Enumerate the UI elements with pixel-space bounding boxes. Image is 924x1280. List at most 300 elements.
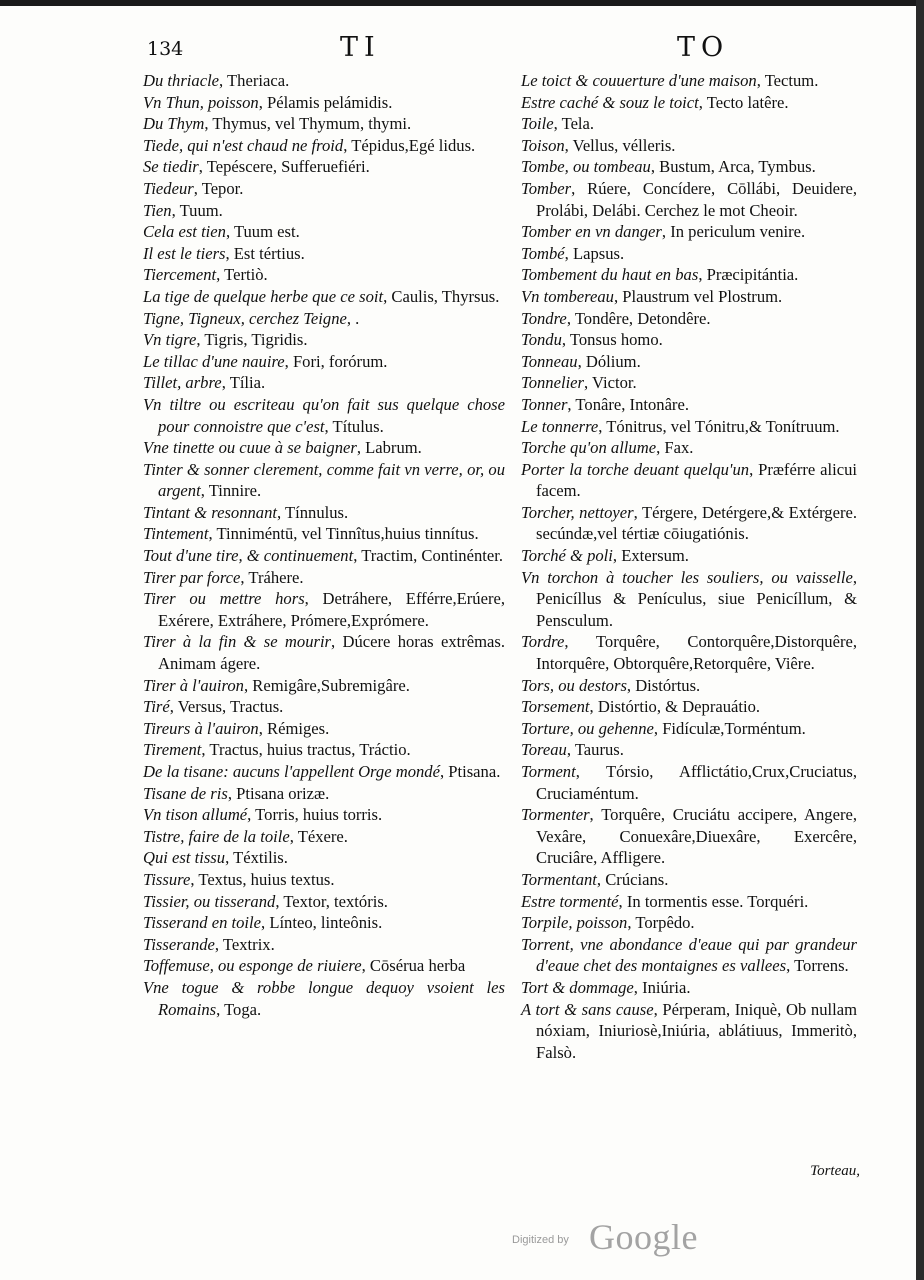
dictionary-entry bbox=[143, 92, 505, 114]
entry-translation: Cōsérua herba bbox=[369, 956, 466, 976]
dictionary-entry bbox=[143, 221, 505, 243]
dictionary-entry bbox=[521, 70, 857, 92]
page-header bbox=[0, 32, 924, 68]
entry-separator: , bbox=[243, 675, 253, 695]
entry-translation: Tinniméntū, vel Tinnîtus,huius tinnítus. bbox=[216, 524, 479, 544]
dictionary-entry bbox=[521, 372, 857, 394]
dictionary-entry bbox=[143, 156, 505, 178]
entry-headword: Tirer par force bbox=[143, 567, 241, 587]
entry-translation: Iniúria. bbox=[642, 977, 691, 997]
dictionary-entry bbox=[143, 264, 505, 286]
entry-headword: Vne tinette ou cuue à se baigner bbox=[143, 438, 357, 458]
entry-headword: Torpile, poisson bbox=[521, 913, 628, 933]
dictionary-entry bbox=[143, 696, 505, 718]
entry-headword: Toile bbox=[521, 114, 554, 134]
entry-translation: Fori, forórum. bbox=[292, 351, 388, 371]
entry-headword: Estre tormenté bbox=[521, 891, 619, 911]
dictionary-entry bbox=[521, 891, 857, 913]
dictionary-entry bbox=[521, 934, 857, 977]
entry-headword: Tomber en vn danger bbox=[521, 222, 662, 242]
entry-separator: , bbox=[201, 740, 210, 760]
entry-separator: , bbox=[196, 330, 205, 350]
entry-separator: , bbox=[361, 956, 370, 976]
entry-translation: Textrix. bbox=[222, 934, 275, 954]
entry-separator: , bbox=[698, 265, 707, 285]
entry-translation: Theriaca. bbox=[227, 71, 290, 90]
entry-headword: Tors, ou destors bbox=[521, 675, 627, 695]
entry-separator: , bbox=[584, 373, 593, 393]
entry-headword: Du Thym bbox=[143, 114, 205, 134]
entry-translation: Caulis, Thyrsus. bbox=[391, 286, 500, 306]
entry-headword: Tirer à la fin & se mourir bbox=[143, 632, 332, 652]
entry-separator: , bbox=[598, 416, 607, 436]
entry-separator: , bbox=[240, 567, 249, 587]
dictionary-entry bbox=[521, 999, 857, 1064]
dictionary-entry bbox=[143, 351, 505, 373]
dictionary-entry bbox=[143, 912, 505, 934]
entry-separator: , bbox=[258, 718, 268, 738]
entry-headword: Tintant & resonnant bbox=[143, 502, 277, 522]
entry-headword: Le toict & couuerture d'une maison bbox=[521, 71, 757, 90]
entry-separator: , bbox=[343, 135, 352, 155]
entry-headword: Torcher, nettoyer bbox=[521, 502, 634, 522]
entry-separator: , bbox=[221, 373, 230, 393]
entry-translation: Lapsus. bbox=[572, 243, 625, 263]
dictionary-entry bbox=[521, 761, 857, 804]
entry-separator: , bbox=[633, 977, 643, 997]
entry-translation: Ptisana. bbox=[448, 762, 501, 781]
entry-separator: , bbox=[193, 178, 202, 198]
entry-translation: Tectum. bbox=[764, 71, 819, 90]
dictionary-entry bbox=[143, 70, 505, 92]
entry-headword: Tiré bbox=[143, 697, 170, 717]
entry-headword: Le tillac d'une nauire bbox=[143, 351, 285, 371]
entry-separator: , bbox=[258, 92, 268, 112]
entry-headword: Se tiedir bbox=[143, 157, 199, 177]
entry-translation: Fax. bbox=[664, 438, 694, 458]
entry-separator: , bbox=[227, 783, 237, 803]
entry-separator: , bbox=[275, 891, 284, 911]
entry-separator: , bbox=[749, 459, 759, 479]
entry-headword: Le tonnerre bbox=[521, 416, 599, 436]
entry-translation: Thymus, vel Thymum, thymi. bbox=[212, 114, 412, 134]
right-column bbox=[521, 70, 857, 1063]
watermark-small-text: Digitized by bbox=[512, 1234, 569, 1246]
dictionary-entry bbox=[143, 567, 505, 589]
entry-headword: Vn Thun, poisson bbox=[143, 92, 259, 112]
entry-headword: Tien bbox=[143, 200, 172, 220]
entry-translation: Rúere, Concídere, Cōllábi, Deuidere, Prolábi, Delábi. Cerchez le mot Cheoir. bbox=[536, 178, 857, 220]
entry-headword: Tisserande bbox=[143, 934, 215, 954]
dictionary-entry bbox=[521, 545, 857, 567]
entry-headword: Toison bbox=[521, 135, 565, 155]
dictionary-entry bbox=[521, 502, 857, 545]
entry-separator: , bbox=[626, 675, 636, 695]
entry-separator: , bbox=[261, 913, 270, 933]
entry-headword: Tort & dommage bbox=[521, 977, 634, 997]
running-head-left: TI bbox=[340, 32, 381, 63]
dictionary-entry bbox=[521, 416, 857, 438]
dictionary-entry bbox=[521, 156, 857, 178]
entry-separator: , bbox=[214, 934, 223, 954]
dictionary-entry bbox=[521, 178, 857, 221]
entry-translation: Tráhere. bbox=[248, 567, 304, 587]
entry-headword: Tinter & sonner clerement, comme fait vn verre, or, ou argent bbox=[143, 459, 505, 501]
entry-translation: Torquêre, Cruciátu accipere, Angere, Vexâre, Conuexâre,Diuexâre, Exercêre, Cruciâre, Affligere. bbox=[536, 805, 858, 868]
dictionary-entry bbox=[143, 891, 505, 913]
entry-separator: , bbox=[200, 481, 209, 501]
entry-headword: Toreau bbox=[521, 740, 567, 760]
entry-translation: Térgere, Detérgere,& Extérgere. secúndæ,vel tértiæ cōiugatiónis. bbox=[536, 502, 857, 544]
dictionary-entry bbox=[521, 135, 857, 157]
entry-translation: Remigâre,Subremigâre. bbox=[252, 675, 410, 695]
entry-separator: , bbox=[219, 71, 228, 90]
entry-translation: Præférre alicui facem. bbox=[536, 459, 857, 501]
entry-translation: Distórtus. bbox=[635, 675, 701, 695]
dictionary-entry bbox=[143, 329, 505, 351]
entry-translation: Rémiges. bbox=[267, 718, 330, 738]
entry-headword: Vn tigre bbox=[143, 330, 197, 350]
dictionary-entry bbox=[143, 459, 505, 502]
entry-translation: Tórsio, Afflictátio,Crux,Cruciatus, Cruciaméntum. bbox=[536, 762, 857, 803]
entry-translation: Distórtio, & Deprauátio. bbox=[597, 697, 761, 717]
dictionary-entry bbox=[521, 912, 857, 934]
entry-translation: Pélamis pelámidis. bbox=[267, 92, 393, 112]
entry-headword: Tormentant bbox=[521, 869, 597, 889]
entry-headword: Porter la torche deuant quelqu'un bbox=[521, 459, 750, 479]
entry-translation: Tondêre, Detondêre. bbox=[574, 308, 711, 328]
entry-translation: Pérperam, Iniquè, Ob nullam nóxiam, Iniuriosè,Iniúria, ablátiuus, Immeritò, Falsò. bbox=[536, 999, 857, 1062]
dictionary-entry bbox=[143, 394, 505, 437]
entry-headword: Tombement du haut en bas bbox=[521, 265, 699, 285]
entry-headword: Tigne, Tigneux, cerchez Teigne bbox=[143, 308, 347, 328]
dictionary-entry bbox=[143, 804, 505, 826]
dictionary-entry bbox=[143, 847, 505, 869]
entry-separator: , bbox=[566, 740, 575, 760]
entry-separator: , bbox=[225, 848, 234, 868]
entry-translation: Línteo, linteônis. bbox=[269, 913, 383, 933]
entry-separator: , bbox=[596, 869, 606, 889]
entry-headword: Tirer à l'auiron bbox=[143, 675, 244, 695]
entry-translation: Tractim, Continénter. bbox=[361, 546, 503, 566]
entry-separator: , bbox=[225, 222, 234, 242]
entry-translation: Tuum est. bbox=[233, 222, 300, 242]
entry-separator: , bbox=[439, 762, 449, 781]
entry-separator: , bbox=[204, 114, 213, 134]
entry-headword: Il est le tiers bbox=[143, 243, 226, 263]
dictionary-entry bbox=[143, 826, 505, 848]
entry-headword: Tintement bbox=[143, 524, 209, 544]
entry-separator: , bbox=[284, 351, 293, 371]
entry-headword: Vn tombereau bbox=[521, 286, 614, 306]
entry-separator: , bbox=[383, 286, 392, 306]
dictionary-entry bbox=[521, 739, 857, 761]
entry-separator: , bbox=[324, 416, 333, 436]
entry-separator: , bbox=[208, 524, 217, 544]
dictionary-entry bbox=[143, 934, 505, 956]
dictionary-entry bbox=[143, 113, 505, 135]
dictionary-entry bbox=[143, 437, 505, 459]
entry-separator: , bbox=[852, 567, 857, 587]
entry-separator: , bbox=[304, 589, 323, 609]
entry-translation: Taurus. bbox=[574, 740, 624, 760]
entry-translation: Plaustrum vel Plostrum. bbox=[622, 286, 783, 306]
dictionary-entry bbox=[521, 394, 857, 416]
entry-translation: Tónitrus, vel Tónitru,& Tonítruum. bbox=[606, 416, 840, 436]
entry-headword: Torche qu'on allume bbox=[521, 438, 657, 458]
dictionary-entry bbox=[521, 308, 857, 330]
dictionary-entry bbox=[521, 675, 857, 697]
entry-translation: In periculum venire. bbox=[670, 222, 806, 242]
entry-headword: Tondu bbox=[521, 330, 562, 350]
entry-separator: , bbox=[589, 697, 598, 717]
entry-translation: Dúcere horas extrêmas. Animam ágere. bbox=[158, 632, 505, 674]
dictionary-entry bbox=[143, 243, 505, 265]
entry-translation: Victor. bbox=[592, 373, 637, 393]
entry-translation: Fidículæ,Torméntum. bbox=[662, 718, 806, 738]
entry-separator: , bbox=[561, 330, 570, 350]
entry-headword: Cela est tien bbox=[143, 222, 226, 242]
entry-translation: Præcipitántia. bbox=[706, 265, 799, 285]
entry-translation: Títulus. bbox=[332, 416, 384, 436]
entry-translation: Versus, Tractus. bbox=[177, 697, 284, 717]
dictionary-entry bbox=[143, 308, 505, 330]
dictionary-entry bbox=[521, 113, 857, 135]
entry-separator: , bbox=[575, 762, 606, 781]
dictionary-entry bbox=[521, 92, 857, 114]
entry-headword: Qui est tissu bbox=[143, 848, 226, 868]
entry-headword: Tireurs à l'auiron bbox=[143, 718, 259, 738]
entry-separator: , bbox=[331, 632, 343, 652]
entry-translation: Tuum. bbox=[179, 200, 223, 220]
dictionary-entry bbox=[521, 631, 857, 674]
entry-separator: , bbox=[171, 200, 180, 220]
entry-translation: Penicíllus & Penículus, siue Penicíllum, & Pensculum. bbox=[536, 589, 857, 630]
entry-headword: Torsement bbox=[521, 697, 590, 717]
entry-headword: Tomber bbox=[521, 178, 572, 198]
entry-translation: Tília. bbox=[229, 373, 266, 393]
entry-translation: Tínnulus. bbox=[285, 502, 349, 522]
entry-separator: , bbox=[190, 869, 199, 889]
entry-translation: Extersum. bbox=[621, 546, 689, 566]
entry-headword: Tisserand en toile bbox=[143, 913, 262, 933]
entry-headword: Tombé bbox=[521, 243, 565, 263]
dictionary-entry bbox=[143, 178, 505, 200]
entry-translation: Torquêre, Contorquêre,Distorquêre, Intorquêre, Obtorquêre,Retorquêre, Viêre. bbox=[536, 632, 857, 674]
dictionary-entry bbox=[143, 545, 505, 567]
dictionary-entry bbox=[521, 351, 857, 373]
entry-separator: , bbox=[650, 157, 660, 177]
dictionary-entry bbox=[521, 329, 857, 351]
entry-headword: A tort & sans cause bbox=[521, 999, 654, 1019]
entry-separator: , bbox=[698, 92, 707, 112]
entry-separator: , bbox=[198, 157, 207, 177]
entry-translation: Est tértius. bbox=[233, 243, 305, 263]
page-number: 134 bbox=[147, 38, 184, 60]
entry-translation: Tepor. bbox=[201, 178, 244, 198]
entry-headword: Torment bbox=[521, 762, 576, 781]
entry-headword: Tistre, faire de la toile bbox=[143, 826, 290, 846]
dictionary-entry bbox=[143, 783, 505, 805]
entry-separator: , bbox=[661, 222, 671, 242]
entry-separator: , bbox=[571, 178, 588, 198]
entry-headword: Torché & poli bbox=[521, 546, 613, 566]
entry-translation: In tormentis esse. Torquéri. bbox=[626, 891, 809, 911]
entry-headword: Tout d'une tire, & continuement bbox=[143, 546, 354, 566]
dictionary-entry bbox=[143, 588, 505, 631]
entry-headword: Tirer ou mettre hors bbox=[143, 589, 305, 609]
entry-headword: Estre caché & souz le toict bbox=[521, 92, 699, 112]
dictionary-entry bbox=[521, 977, 857, 999]
dictionary-entry bbox=[143, 502, 505, 524]
left-column bbox=[143, 70, 505, 1020]
entry-translation: Crúcians. bbox=[605, 869, 669, 889]
dictionary-entry bbox=[521, 243, 857, 265]
entry-separator: , bbox=[564, 632, 596, 652]
entry-headword: Tiercement bbox=[143, 265, 217, 285]
entry-translation: Tepéscere, Sufferuefiéri. bbox=[206, 157, 370, 177]
entry-translation: Téxtilis. bbox=[233, 848, 288, 868]
dictionary-entry bbox=[143, 523, 505, 545]
entry-separator: , bbox=[346, 308, 356, 328]
scan-top-edge bbox=[0, 0, 924, 6]
entry-separator: , bbox=[653, 718, 663, 738]
entry-separator: , bbox=[653, 999, 663, 1019]
dictionary-entry bbox=[521, 567, 857, 632]
entry-headword: Tonneau bbox=[521, 351, 578, 371]
entry-headword: Tisane de ris bbox=[143, 783, 228, 803]
entry-headword: Tillet, arbre bbox=[143, 373, 222, 393]
entry-translation: Torris, huius torris. bbox=[255, 805, 383, 825]
dictionary-entry bbox=[143, 675, 505, 697]
entry-headword: Vne togue & robbe longue dequoy vsoient les Romains bbox=[143, 977, 505, 1019]
entry-separator: , bbox=[564, 135, 573, 155]
entry-translation: Vellus, vélleris. bbox=[572, 135, 676, 155]
entry-translation: Ptisana orizæ. bbox=[236, 783, 330, 803]
catchword: Torteau, bbox=[810, 1163, 860, 1179]
entry-headword: Tonnelier bbox=[521, 373, 585, 393]
dictionary-entry bbox=[521, 264, 857, 286]
entry-headword: Vn tison allumé bbox=[143, 805, 248, 825]
entry-translation: Dólium. bbox=[585, 351, 641, 371]
entry-headword: De la tisane: aucuns l'appellent Orge mondé bbox=[143, 762, 440, 781]
entry-translation: Tertiò. bbox=[224, 265, 268, 285]
entry-separator: , bbox=[612, 546, 622, 566]
entry-translation: Tractus, huius tractus, Tráctio. bbox=[209, 740, 411, 760]
entry-separator: , bbox=[627, 913, 636, 933]
entry-separator: , bbox=[277, 502, 285, 522]
entry-separator: , bbox=[553, 114, 562, 134]
entry-separator: , bbox=[356, 438, 366, 458]
entry-headword: Tiede, qui n'est chaud ne froid bbox=[143, 135, 344, 155]
entry-headword: Tissure bbox=[143, 869, 191, 889]
dictionary-entry bbox=[521, 696, 857, 718]
entry-headword: Tonner bbox=[521, 394, 568, 414]
entry-separator: , bbox=[566, 308, 575, 328]
google-watermark bbox=[512, 1216, 712, 1256]
entry-separator: , bbox=[247, 805, 256, 825]
entry-translation: Torpêdo. bbox=[635, 913, 695, 933]
dictionary-entry bbox=[143, 869, 505, 891]
entry-separator: , bbox=[289, 826, 298, 846]
entry-headword: La tige de quelque herbe que ce soit bbox=[143, 286, 384, 306]
entry-separator: , bbox=[216, 265, 225, 285]
entry-translation: Torrens. bbox=[794, 956, 849, 976]
entry-translation: . bbox=[355, 308, 360, 328]
scan-right-edge bbox=[916, 0, 924, 1280]
dictionary-entry bbox=[521, 437, 857, 459]
dictionary-entry bbox=[143, 977, 505, 1020]
entry-headword: Torture, ou gehenne bbox=[521, 718, 654, 738]
entry-separator: , bbox=[577, 351, 586, 371]
entry-translation: Tépidus,Egé lidus. bbox=[351, 135, 476, 155]
entry-headword: Tiedeur bbox=[143, 178, 194, 198]
entry-separator: , bbox=[786, 956, 795, 976]
dictionary-entry bbox=[143, 135, 505, 157]
entry-separator: , bbox=[618, 891, 627, 911]
entry-headword: Tormenter bbox=[521, 805, 590, 825]
entry-separator: , bbox=[567, 394, 576, 414]
running-head-right: TO bbox=[677, 32, 730, 63]
dictionary-entry bbox=[143, 631, 505, 674]
entry-translation: Tonsus homo. bbox=[569, 330, 663, 350]
entry-separator: , bbox=[564, 243, 573, 263]
entry-translation: Tela. bbox=[561, 114, 595, 134]
entry-headword: Du thriacle bbox=[143, 71, 220, 90]
entry-separator: , bbox=[656, 438, 665, 458]
entry-translation: Tonâre, Intonâre. bbox=[575, 394, 689, 414]
entry-separator: , bbox=[225, 243, 234, 263]
entry-headword: Tordre bbox=[521, 632, 565, 652]
dictionary-entry bbox=[521, 869, 857, 891]
entry-translation: Textus, huius textus. bbox=[198, 869, 335, 889]
entry-translation: Bustum, Arca, Tymbus. bbox=[659, 157, 816, 177]
entry-headword: Tissier, ou tisserand bbox=[143, 891, 276, 911]
entry-translation: Tinnire. bbox=[208, 481, 262, 501]
dictionary-entry bbox=[521, 221, 857, 243]
entry-translation: Tecto latêre. bbox=[706, 92, 789, 112]
dictionary-entry bbox=[143, 739, 505, 761]
entry-separator: , bbox=[169, 697, 178, 717]
entry-translation: Téxere. bbox=[297, 826, 348, 846]
entry-headword: Vn tiltre ou escriteau qu'on fait sus quelque chose pour connoistre que c'est bbox=[143, 394, 505, 436]
dictionary-entry bbox=[143, 372, 505, 394]
dictionary-entry bbox=[143, 761, 505, 783]
entry-headword: Torrent, vne abondance d'eaue qui par grandeur d'eaue chet des montaignes es vallees bbox=[521, 934, 857, 976]
dictionary-entry bbox=[143, 718, 505, 740]
dictionary-entry bbox=[521, 718, 857, 740]
dictionary-entry bbox=[143, 955, 505, 977]
entry-separator: , bbox=[613, 286, 623, 306]
entry-headword: Tirement bbox=[143, 740, 202, 760]
entry-translation: Tigris, Tigridis. bbox=[204, 330, 308, 350]
entry-separator: , bbox=[633, 502, 642, 522]
entry-separator: , bbox=[353, 546, 362, 566]
entry-headword: Tondre bbox=[521, 308, 567, 328]
dictionary-entry bbox=[521, 286, 857, 308]
entry-separator: , bbox=[216, 999, 225, 1019]
entry-separator: , bbox=[589, 805, 602, 825]
dictionary-entry bbox=[521, 459, 857, 502]
watermark-logo-text: Google bbox=[589, 1217, 698, 1257]
dictionary-entry bbox=[521, 804, 857, 869]
entry-translation: Textor, textóris. bbox=[283, 891, 388, 911]
entry-headword: Toffemuse, ou esponge de riuiere bbox=[143, 956, 362, 976]
entry-translation: Detráhere, Efférre,Erúere, Exérere, Extráhere, Prómere,Exprómere. bbox=[158, 589, 505, 630]
entry-translation: Labrum. bbox=[365, 438, 422, 458]
entry-headword: Tombe, ou tombeau bbox=[521, 157, 651, 177]
dictionary-entry bbox=[143, 200, 505, 222]
